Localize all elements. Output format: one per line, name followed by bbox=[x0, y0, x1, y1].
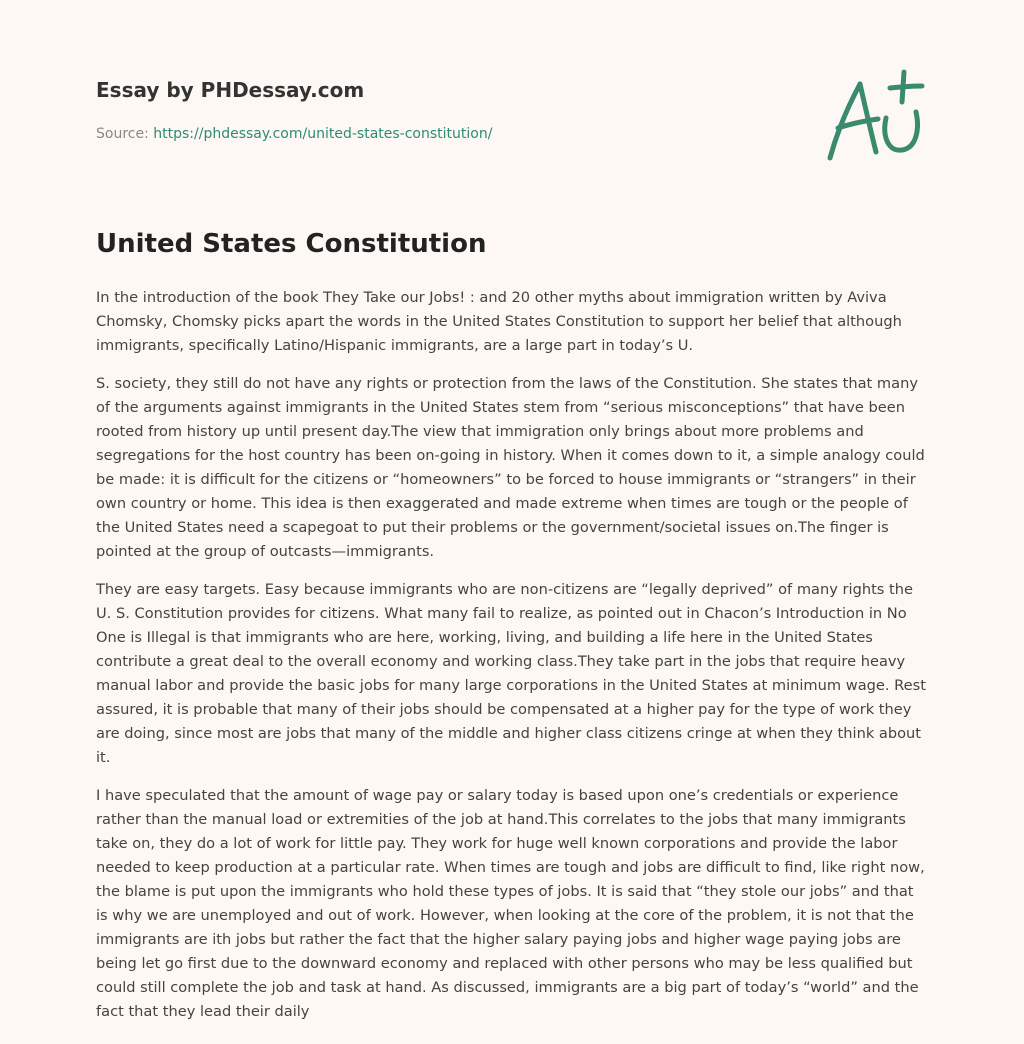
essay-header bbox=[96, 76, 796, 144]
source-label: Source: bbox=[96, 126, 154, 142]
a-plus-logo-icon bbox=[820, 66, 930, 166]
paragraph: I have speculated that the amount of wage pay or salary today is based upon one’s credentials or experience rather than the manual load or extremities of the job at hand.This correlates to the jobs that many immigrants take on, they do a lot of work for little pay. They work for huge well known corporations and provide the labor needed to keep production at a particular rate. When times are tough and jobs are difficult to find, like right now, the blame is put upon the immigrants who hold these types of jobs. It is said that “they stole our jobs” and that is why we are unemployed and out of work. However, when looking at the core of the problem, it is not that the immigrants are ith jobs but rather the fact that the higher salary paying jobs and higher wage paying jobs are being let go first due to the downward economy and replaced with other persons who may be less qualified but could still complete the job and task at hand. As discussed, immigrants are a big part of today’s “world” and the fact that they lead their daily bbox=[96, 787, 925, 1020]
site-brand: Essay by PHDessay.com bbox=[96, 78, 365, 102]
source-link[interactable]: https://phdessay.com/united-states-constitution/ bbox=[153, 126, 493, 142]
article-body bbox=[96, 286, 928, 1038]
paragraph: S. society, they still do not have any rights or protection from the laws of the Constitution. She states that many of the arguments against immigrants in the United States stem from “serious misconceptions” that have been rooted from history up until present day.The view that immigration only brings about more problems and segregations for the host country has been on-going in history. When it comes down to it, a simple analogy could be made: it is difficult for the citizens or “homeowners” to be forced to house immigrants or “strangers” in their own country or home. This idea is then exaggerated and made extreme when times are tough or the people of the United States need a scapegoat to put their problems or the government/societal issues on.The finger is pointed at the group of outcasts—immigrants. bbox=[96, 375, 925, 560]
paragraph: They are easy targets. Easy because immigrants who are non-citizens are “legally deprived” of many rights the U. S. Constitution provides for citizens. What many fail to realize, as pointed out in Chacon’s Introduction in No One is Illegal is that immigrants who are here, working, living, and building a life here in the United States contribute a great deal to the overall economy and working class.They take part in the jobs that require heavy manual labor and provide the basic jobs for many large corporations in the United States at minimum wage. Rest assured, it is probable that many of their jobs should be compensated at a higher pay for the type of work they are doing, since most are jobs that many of the middle and higher class citizens cringe at when they think about it. bbox=[96, 581, 926, 766]
article-title: United States Constitution bbox=[96, 229, 487, 259]
paragraph: In the introduction of the book They Take our Jobs! : and 20 other myths about immigration written by Aviva Chomsky, Chomsky picks apart the words in the United States Constitution to support her belief that although immigrants, specifically Latino/Hispanic immigrants, are a large part in today’s U. bbox=[96, 289, 902, 354]
source-line bbox=[96, 124, 796, 144]
